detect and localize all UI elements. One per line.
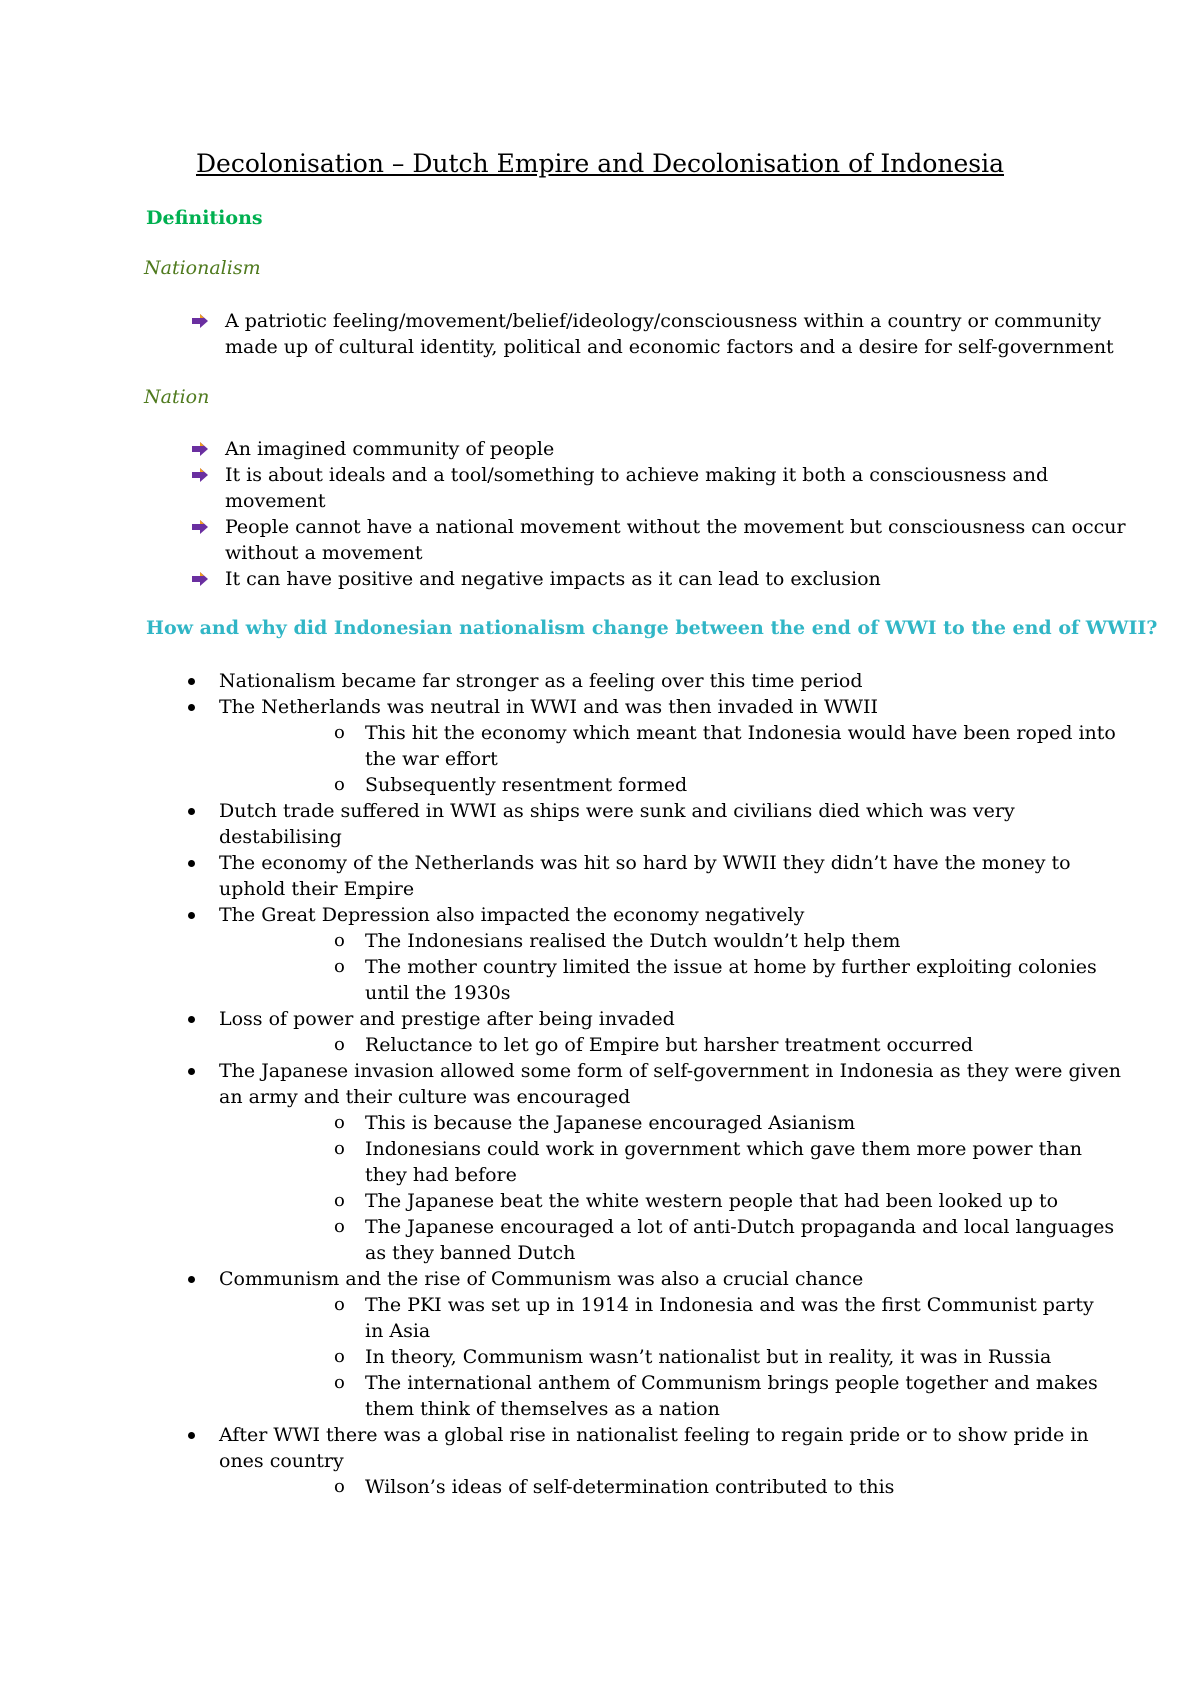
bullet-text: until the 1930s — [365, 982, 511, 1004]
bullet-text: The Japanese invasion allowed some form of self-government in Indonesia as they were given — [219, 1060, 1121, 1082]
circle-bullet-icon: o — [334, 1294, 345, 1315]
bullet-text: uphold their Empire — [219, 878, 415, 900]
bullet-text: the war effort — [365, 748, 498, 770]
list-item-text: People cannot have a national movement without the movement but consciousness can occur — [225, 516, 1126, 538]
arrow-bullet-icon — [190, 442, 210, 456]
arrow-bullet-icon — [190, 520, 210, 534]
circle-bullet-icon: o — [334, 722, 345, 743]
list-item-text: It is about ideals and a tool/something to achieve making it both a consciousness and — [225, 464, 1049, 486]
nation-subheading: Nation — [144, 386, 210, 408]
bullet-text: them think of themselves as a nation — [365, 1398, 720, 1420]
circle-bullet-icon: o — [334, 774, 345, 795]
bullet-text: Loss of power and prestige after being invaded — [219, 1008, 675, 1030]
definitions-heading: Definitions — [146, 207, 263, 229]
arrow-bullet-icon — [190, 314, 210, 328]
bullet-icon — [188, 860, 195, 867]
bullet-text: This is because the Japanese encouraged Asianism — [365, 1112, 856, 1134]
nationalism-subheading: Nationalism — [144, 257, 261, 279]
arrow-bullet-icon — [190, 468, 210, 482]
circle-bullet-icon: o — [334, 1346, 345, 1367]
bullet-text: The Indonesians realised the Dutch wouldn’t help them — [365, 930, 901, 952]
bullet-text: ones country — [219, 1450, 344, 1472]
bullet-text: Dutch trade suffered in WWI as ships were sunk and civilians died which was very — [219, 800, 1015, 822]
question-heading: How and why did Indonesian nationalism change between the end of WWI to the end of WWII? — [146, 617, 1158, 639]
bullet-text: The PKI was set up in 1914 in Indonesia and was the first Communist party — [365, 1294, 1094, 1316]
bullet-text: Communism and the rise of Communism was also a crucial chance — [219, 1268, 864, 1290]
bullet-text: Subsequently resentment formed — [365, 774, 688, 796]
bullet-text: in Asia — [365, 1320, 431, 1342]
circle-bullet-icon: o — [334, 930, 345, 951]
bullet-text: they had before — [365, 1164, 517, 1186]
bullet-icon — [188, 678, 195, 685]
bullet-text: an army and their culture was encouraged — [219, 1086, 631, 1108]
bullet-text: The mother country limited the issue at home by further exploiting colonies — [365, 956, 1097, 978]
bullet-icon — [188, 1016, 195, 1023]
list-item-text: It can have positive and negative impacts as it can lead to exclusion — [225, 568, 881, 590]
circle-bullet-icon: o — [334, 1138, 345, 1159]
bullet-text: as they banned Dutch — [365, 1242, 576, 1264]
bullet-text: Wilson’s ideas of self-determination contributed to this — [365, 1476, 895, 1498]
bullet-icon — [188, 1276, 195, 1283]
bullet-text: The Netherlands was neutral in WWI and was then invaded in WWII — [219, 696, 879, 718]
circle-bullet-icon: o — [334, 1112, 345, 1133]
bullet-icon — [188, 704, 195, 711]
bullet-text: After WWI there was a global rise in nationalist feeling to regain pride or to show pride in — [219, 1424, 1089, 1446]
list-item-text: An imagined community of people — [225, 438, 555, 460]
bullet-text: destabilising — [219, 826, 342, 848]
circle-bullet-icon: o — [334, 1372, 345, 1393]
circle-bullet-icon: o — [334, 956, 345, 977]
list-item-text: made up of cultural identity, political and economic factors and a desire for self-government — [225, 336, 1114, 358]
bullet-text: The Japanese encouraged a lot of anti-Dutch propaganda and local languages — [365, 1216, 1115, 1238]
bullet-text: The economy of the Netherlands was hit so hard by WWII they didn’t have the money to — [219, 852, 1071, 874]
circle-bullet-icon: o — [334, 1034, 345, 1055]
arrow-bullet-icon — [190, 572, 210, 586]
bullet-icon — [188, 1432, 195, 1439]
bullet-text: Indonesians could work in government which gave them more power than — [365, 1138, 1083, 1160]
bullet-text: The international anthem of Communism brings people together and makes — [365, 1372, 1098, 1394]
bullet-text: The Japanese beat the white western people that had been looked up to — [365, 1190, 1059, 1212]
circle-bullet-icon: o — [334, 1476, 345, 1497]
list-item-text: movement — [225, 490, 326, 512]
bullet-icon — [188, 808, 195, 815]
bullet-text: Nationalism became far stronger as a feeling over this time period — [219, 670, 863, 692]
bullet-icon — [188, 1068, 195, 1075]
circle-bullet-icon: o — [334, 1216, 345, 1237]
bullet-text: In theory, Communism wasn’t nationalist but in reality, it was in Russia — [365, 1346, 1052, 1368]
list-item-text: without a movement — [225, 542, 423, 564]
document-title: Decolonisation – Dutch Empire and Decolonisation of Indonesia — [195, 149, 1005, 178]
bullet-text: This hit the economy which meant that Indonesia would have been roped into — [365, 722, 1116, 744]
circle-bullet-icon: o — [334, 1190, 345, 1211]
bullet-text: Reluctance to let go of Empire but harsher treatment occurred — [365, 1034, 974, 1056]
bullet-text: The Great Depression also impacted the economy negatively — [219, 904, 805, 926]
list-item-text: A patriotic feeling/movement/belief/ideology/consciousness within a country or community — [225, 310, 1102, 332]
bullet-icon — [188, 912, 195, 919]
